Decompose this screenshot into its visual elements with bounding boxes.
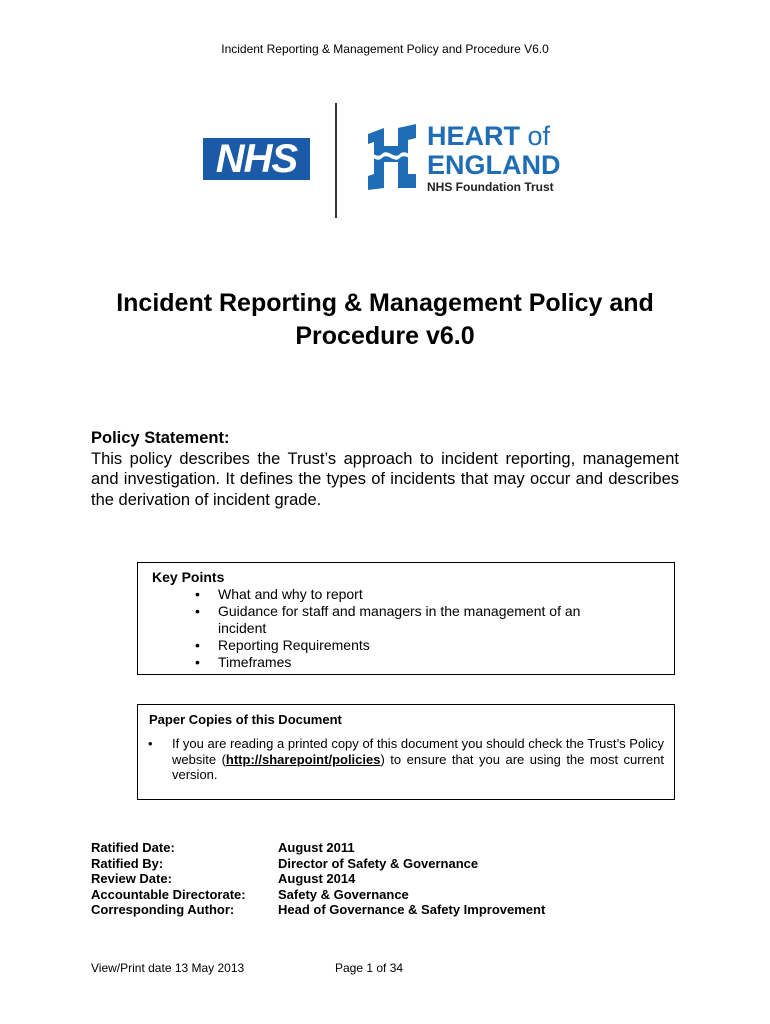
trust-name-line3: NHS Foundation Trust [427,180,554,194]
key-point-item: • Guidance for staff and managers in the management of an incident [138,603,628,637]
metadata-value: August 2011 [278,840,355,855]
metadata-value: Safety & Governance [278,886,409,902]
title-line2: Procedure v6.0 [295,322,475,350]
footer-print-date: View/Print date 13 May 2013 [91,961,245,975]
key-points-box [137,562,675,675]
metadata-value: August 2014 [278,871,356,886]
nhs-logo: NHS [203,138,310,180]
paper-copies-text [172,736,664,783]
footer-page-number: Page 1 of 34 [335,961,404,975]
key-point-item: • What and why to report [138,586,628,603]
metadata-value: Director of Safety & Governance [278,855,479,871]
metadata-value: Head of Governance & Safety Improvement [278,902,546,917]
trust-name-of: of [527,121,551,151]
metadata-row [91,902,545,918]
paper-copies-heading: Paper Copies of this Document [149,712,342,727]
metadata-label: Review Date: [91,871,172,886]
running-header: Incident Reporting & Management Policy and Procedure V6.0 [221,42,549,56]
key-point-item: • Timeframes [138,654,628,671]
title-line1: Incident Reporting & Management Policy and [116,289,654,317]
trust-name-line1: HEART [427,121,520,151]
key-points-heading: Key Points [152,569,225,585]
metadata-label: Ratified Date: [91,840,175,855]
logo-divider [335,103,337,218]
heart-of-england-logo-icon [362,124,422,190]
metadata-label: Accountable Directorate: [91,886,246,902]
paper-copies-text-after: ) to ensure that you are using the most current version. [172,751,664,782]
metadata-label: Ratified By: [91,855,164,871]
policy-website-link[interactable]: http://sharepoint/policies [225,751,381,767]
policy-statement-text: This policy describes the Trust’s approach to incident reporting, management and investigation. It defines the types of incidents that may occur and describes the derivation of incident grade. [91,449,679,509]
document-title [60,287,710,353]
trust-name-line2: ENGLAND [427,150,561,180]
document-metadata [91,840,545,918]
metadata-label: Corresponding Author: [91,902,235,917]
paper-copies-box [137,704,675,800]
metadata-row [91,856,545,872]
metadata-row [91,887,545,903]
metadata-row [91,840,545,856]
paper-copies-bullet: • [148,736,153,751]
metadata-row [91,871,545,887]
heart-of-england-wordmark [427,121,561,195]
policy-statement-heading: Policy Statement: [91,429,230,447]
paper-copies-text-before: If you are reading a printed copy of this document you should check the Trust’s Policy website ( [172,736,664,767]
policy-statement [91,428,679,510]
key-points-list [138,586,628,671]
key-point-item: • Reporting Requirements [138,637,628,654]
